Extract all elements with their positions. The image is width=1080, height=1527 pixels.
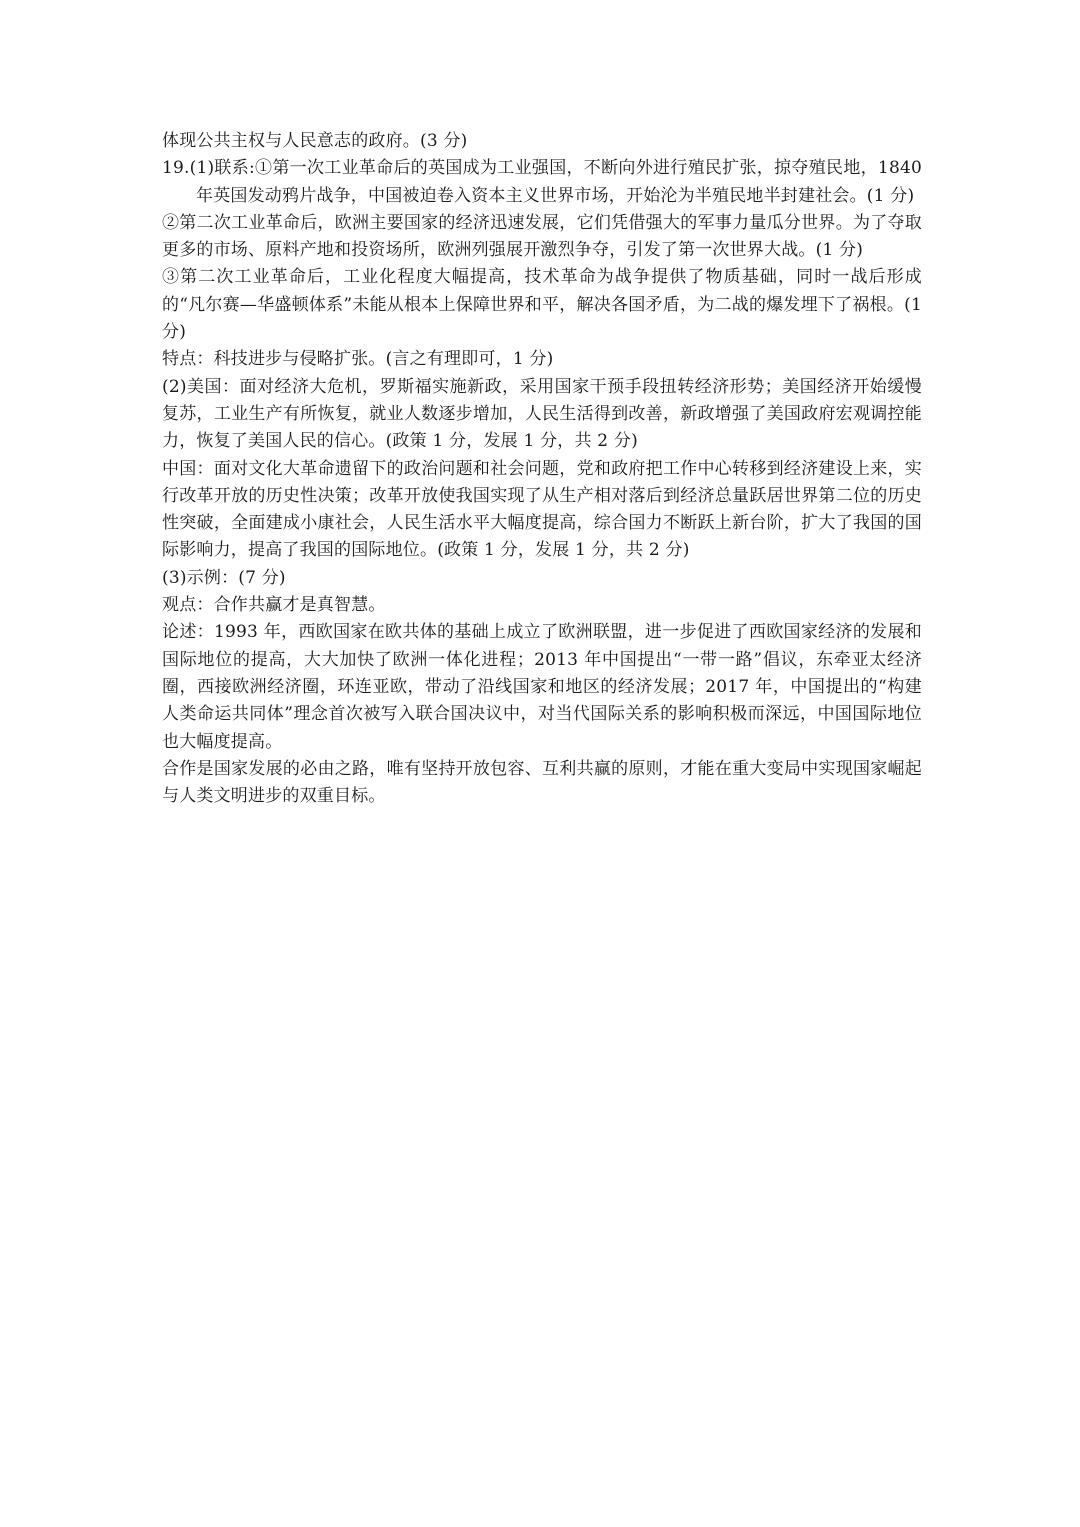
question-19-part3-argument: 论述：1993 年，西欧国家在欧共体的基础上成立了欧洲联盟，进一步促进了西欧国家经济的发展和国际地位的提高，大大加快了欧洲一体化进程；2013 年中国提出“一带一路”倡议，东牵亚太经济圈，西接欧洲经济圈，环连亚欧，带动了沿线国家和地区的经济发展；2017 年，中国提出的“构建人类命运共同体”理念首次被写入联合国决议中，对当代国际关系的影响积极而深远，中国国际地位也大幅度提高。 [162, 622, 922, 752]
answer-document [162, 128, 922, 810]
question-19-part1-feature: 特点：科技进步与侵略扩张。(言之有理即可，1 分) [162, 349, 554, 370]
question-19-part3-view: 观点：合作共赢才是真智慧。 [162, 595, 386, 616]
question-19-part1-point3: ③第二次工业革命后，工业化程度大幅提高，技术革命为战争提供了物质基础，同时一战后形成的“凡尔赛—华盛顿体系”未能从根本上保障世界和平，解决各国矛盾，为二战的爆发埋下了祸根。(1 分) [162, 267, 922, 343]
question-19-part2-usa: (2)美国：面对经济大危机，罗斯福实施新政，采用国家干预手段扭转经济形势；美国经济开始缓慢复苏，工业生产有所恢复，就业人数逐步增加，人民生活得到改善，新政增强了美国政府宏观调控能力，恢复了美国人民的信心。(政策 1 分，发展 1 分，共 2 分) [162, 376, 922, 452]
question-number: 19. [162, 158, 190, 179]
paragraph-continuation: 体现公共主权与人民意志的政府。(3 分) [162, 131, 468, 151]
question-19-part1-point1 [162, 155, 922, 210]
question-19-part1-point2: ②第二次工业革命后，欧洲主要国家的经济迅速发展，它们凭借强大的军事力量瓜分世界。为了夺取更多的市场、原料产地和投资场所，欧洲列强展开激烈争夺，引发了第一次世界大战。(1 分) [162, 212, 922, 261]
question-19-part1-text: (1)联系:①第一次工业革命后的英国成为工业强国，不断向外进行殖民扩张，掠夺殖民地，1840 年英国发动鸦片战争，中国被迫卷入资本主义世界市场，开始沦为半殖民地半封建社会。(1 分) [189, 158, 922, 206]
question-19-part3-intro: (3)示例：(7 分) [162, 567, 286, 588]
question-19-part2-china: 中国：面对文化大革命遗留下的政治问题和社会问题，党和政府把工作中心转移到经济建设上来，实行改革开放的历史性决策；改革开放使我国实现了从生产相对落后到经济总量跃居世界第二位的历史性突破，全面建成小康社会，人民生活水平大幅度提高，综合国力不断跃上新台阶，扩大了我国的国际影响力，提高了我国的国际地位。(政策 1 分，发展 1 分，共 2 分) [162, 458, 922, 561]
question-19-part3-conclusion: 合作是国家发展的必由之路，唯有坚持开放包容、互利共赢的原则，才能在重大变局中实现国家崛起与人类文明进步的双重目标。 [162, 758, 922, 807]
